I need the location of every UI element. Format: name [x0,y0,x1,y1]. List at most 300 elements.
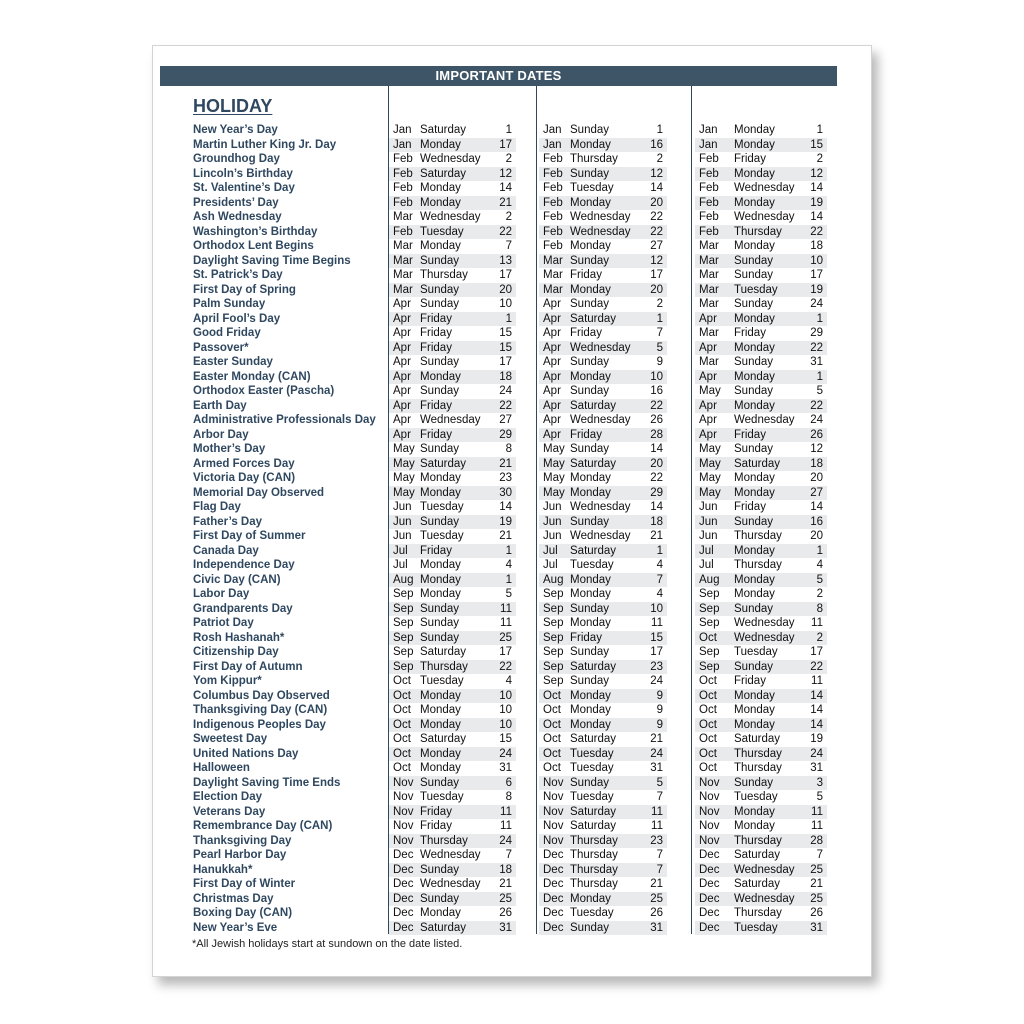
month: Feb [699,182,719,194]
date-cell [539,283,667,298]
weekday: Monday [734,312,775,325]
date-cell [695,863,827,878]
month: Feb [393,182,413,194]
month: Apr [699,370,717,383]
holiday-row [188,210,833,225]
day-number: 14 [810,718,823,731]
holiday-row [188,674,833,689]
date-cell [389,442,516,457]
weekday: Monday [570,704,611,716]
holiday-row [188,761,833,776]
holiday-name: Washington’s Birthday [193,225,318,238]
month: Feb [393,225,413,238]
weekday: Monday [420,573,461,586]
date-cell [389,167,516,182]
date-cell [389,892,516,907]
month: Sep [543,675,564,687]
day-number: 1 [505,124,512,136]
month: May [699,457,721,470]
month: Oct [699,675,717,687]
month: Jul [543,544,558,557]
holiday-row [188,689,833,704]
day-number: 16 [650,385,663,397]
date-cell [389,413,516,428]
date-cell [389,587,516,602]
day-number: 5 [816,385,823,397]
day-number: 17 [499,646,512,658]
date-cell [695,457,827,472]
weekday: Thursday [420,660,468,673]
date-cell [389,384,516,399]
weekday: Sunday [570,515,610,528]
weekday: Sunday [420,356,460,368]
day-number: 17 [810,269,823,281]
date-cell [695,544,827,559]
weekday: Monday [734,399,775,412]
weekday: Monday [734,124,775,136]
weekday: Sunday [734,254,774,267]
month: Jan [543,138,562,151]
day-number: 11 [500,617,512,629]
day-number: 5 [656,776,663,789]
day-number: 4 [505,559,512,571]
date-cell [389,790,516,805]
month: Feb [543,182,563,194]
day-number: 2 [505,211,512,223]
day-number: 11 [811,805,823,818]
weekday: Friday [570,269,602,281]
weekday: Monday [570,196,611,209]
day-number: 10 [499,689,512,702]
month: Apr [393,370,411,383]
month: May [699,486,721,499]
month: Oct [393,762,411,774]
weekday: Tuesday [734,921,778,934]
weekday: Wednesday [734,631,795,644]
month: Jun [543,515,562,528]
day-number: 1 [656,124,663,136]
date-cell [539,457,667,472]
day-number: 15 [499,327,512,339]
month: Oct [543,733,561,745]
day-number: 17 [499,138,512,151]
holiday-row [188,138,833,153]
holiday-row [188,863,833,878]
weekday: Monday [734,704,775,716]
weekday: Thursday [734,530,782,542]
date-cell [389,631,516,646]
day-number: 31 [810,762,823,774]
month: Apr [393,356,411,368]
holiday-name: Martin Luther King Jr. Day [193,138,337,151]
day-number: 17 [650,646,663,658]
holiday-row [188,776,833,791]
holiday-name: Columbus Day Observed [193,689,330,702]
weekday: Saturday [570,399,617,412]
month: May [543,486,565,499]
month: Oct [543,689,561,702]
month: Oct [699,733,717,745]
month: Mar [699,254,719,267]
date-cell [695,848,827,863]
date-cell [695,210,827,225]
month: Apr [543,298,561,310]
date-cell [389,399,516,414]
date-cell [539,689,667,704]
weekday: Sunday [570,675,610,687]
holiday-name: Easter Sunday [193,356,273,368]
date-cell [539,660,667,675]
weekday: Friday [734,428,766,441]
day-number: 11 [651,617,663,629]
holiday-name: First Day of Spring [193,283,296,296]
date-cell [695,703,827,718]
month: Dec [699,921,720,934]
date-cell [695,225,827,240]
date-cell [539,877,667,892]
weekday: Monday [420,907,461,919]
holiday-row [188,834,833,849]
month: Jul [393,544,408,557]
weekday: Monday [420,182,461,194]
month: Sep [393,602,414,615]
date-cell [539,863,667,878]
date-cell [539,790,667,805]
month: Dec [699,863,720,876]
month: Dec [543,921,564,934]
weekday: Sunday [420,515,460,528]
day-number: 9 [656,689,663,702]
weekday: Monday [570,486,611,499]
month: Dec [393,863,414,876]
day-number: 10 [499,718,512,731]
month: Sep [393,588,414,600]
weekday: Saturday [420,167,467,180]
holiday-row [188,906,833,921]
month: Mar [699,327,719,339]
holiday-row [188,645,833,660]
weekday: Monday [734,544,775,557]
holiday-row [188,529,833,544]
weekday: Sunday [420,283,460,296]
day-number: 23 [499,472,512,484]
month: Oct [699,689,717,702]
weekday: Sunday [570,385,610,397]
day-number: 18 [650,515,663,528]
month: Mar [393,269,413,281]
day-number: 22 [650,225,663,238]
date-cell [539,355,667,370]
holiday-name: Canada Day [193,544,259,557]
date-cell [389,341,516,356]
month: Feb [699,196,719,209]
holiday-row [188,152,833,167]
month: Apr [543,341,561,354]
weekday: Wednesday [420,849,481,861]
month: Feb [699,211,719,223]
date-cell [695,138,827,153]
weekday: Sunday [734,385,774,397]
day-number: 25 [650,892,663,905]
holiday-row [188,225,833,240]
weekday: Monday [420,747,461,760]
date-cell [389,863,516,878]
day-number: 21 [499,530,512,542]
day-number: 4 [816,559,823,571]
month: Mar [699,283,719,296]
date-cell [539,529,667,544]
day-number: 20 [650,196,663,209]
month: Feb [543,211,563,223]
holiday-name: Administrative Professionals Day [193,414,376,426]
date-cell [539,834,667,849]
weekday: Tuesday [570,559,614,571]
day-number: 22 [650,211,663,223]
weekday: Thursday [570,849,618,861]
day-number: 14 [810,182,823,194]
date-cell [695,297,827,312]
holiday-row [188,486,833,501]
date-cell [539,413,667,428]
month: Nov [543,791,564,803]
weekday: Wednesday [734,211,795,223]
date-cell [539,819,667,834]
weekday: Monday [420,370,461,383]
month: Sep [699,617,720,629]
day-number: 12 [650,167,663,180]
day-number: 15 [499,733,512,745]
month: Sep [699,602,720,615]
day-number: 12 [810,167,823,180]
weekday: Thursday [734,559,782,571]
holiday-row [188,703,833,718]
date-cell [539,210,667,225]
date-cell [539,558,667,573]
weekday: Friday [734,501,766,513]
date-cell [539,312,667,327]
weekday: Wednesday [420,414,481,426]
date-cell [389,906,516,921]
weekday: Thursday [734,834,782,847]
date-cell [389,225,516,240]
weekday: Sunday [734,298,774,310]
month: Oct [393,747,411,760]
weekday: Tuesday [420,501,464,513]
weekday: Monday [734,240,775,252]
date-cell [389,921,516,936]
date-cell [539,486,667,501]
holiday-row [188,239,833,254]
day-number: 11 [651,820,663,832]
date-cell [695,268,827,283]
holiday-row [188,355,833,370]
weekday: Tuesday [420,675,464,687]
date-cell [539,776,667,791]
weekday: Friday [420,312,452,325]
weekday: Sunday [420,631,460,644]
holiday-name: Mother’s Day [193,443,266,455]
date-cell [539,906,667,921]
day-number: 19 [810,733,823,745]
month: Jan [393,124,412,136]
date-cell [389,602,516,617]
day-number: 1 [816,544,823,557]
holiday-name: Armed Forces Day [193,457,295,470]
date-cell [695,167,827,182]
month: Apr [543,356,561,368]
weekday: Tuesday [570,762,614,774]
month: May [393,486,415,499]
date-cell [539,921,667,936]
month: Apr [393,312,411,325]
day-number: 11 [500,805,512,818]
holiday-name: Thanksgiving Day [193,834,292,847]
holiday-row [188,877,833,892]
weekday: Sunday [734,443,774,455]
day-number: 17 [650,269,663,281]
day-number: 24 [499,747,512,760]
weekday: Saturday [570,457,617,470]
day-number: 10 [810,254,823,267]
day-number: 7 [656,791,663,803]
weekday: Monday [420,486,461,499]
date-cell [695,500,827,515]
month: Oct [393,718,411,731]
weekday: Sunday [734,269,774,281]
month: Oct [543,718,561,731]
day-number: 14 [810,704,823,716]
weekday: Friday [734,675,766,687]
month: Dec [699,849,720,861]
weekday: Sunday [570,254,610,267]
day-number: 29 [499,428,512,441]
month: Sep [543,617,564,629]
month: Sep [543,631,564,644]
month: May [699,385,721,397]
weekday: Wednesday [570,341,631,354]
month: Apr [543,428,561,441]
weekday: Sunday [570,298,610,310]
month: May [543,457,565,470]
date-cell [389,848,516,863]
weekday: Saturday [734,878,781,890]
day-number: 28 [650,428,663,441]
date-cell [695,326,827,341]
day-number: 7 [656,863,663,876]
day-number: 25 [810,892,823,905]
holiday-row [188,471,833,486]
weekday: Monday [570,240,611,252]
weekday: Tuesday [734,283,778,296]
month: Apr [393,298,411,310]
month: Mar [393,254,413,267]
month: Jul [393,559,408,571]
date-cell [695,239,827,254]
date-cell [539,370,667,385]
month: Nov [393,791,414,803]
weekday: Monday [734,472,775,484]
holiday-name: Yom Kippur* [193,675,262,687]
month: Apr [543,399,561,412]
date-cell [695,790,827,805]
date-cell [539,254,667,269]
date-cell [389,312,516,327]
holiday-row [188,631,833,646]
weekday: Thursday [734,747,782,760]
date-cell [389,877,516,892]
date-cell [539,152,667,167]
date-cell [389,138,516,153]
weekday: Saturday [570,805,617,818]
day-number: 20 [810,530,823,542]
day-number: 1 [656,312,663,325]
weekday: Monday [570,573,611,586]
date-cell [695,776,827,791]
month: Dec [699,907,720,919]
month: Jun [393,515,412,528]
weekday: Friday [420,327,452,339]
month: Aug [699,573,720,586]
day-number: 15 [499,341,512,354]
weekday: Wednesday [570,225,631,238]
month: Oct [699,631,717,644]
date-cell [539,515,667,530]
date-cell [389,181,516,196]
day-number: 20 [650,283,663,296]
date-cell [389,297,516,312]
day-number: 14 [810,689,823,702]
month: Feb [393,167,413,180]
day-number: 26 [810,907,823,919]
month: Feb [699,167,719,180]
holiday-table [188,123,833,935]
month: Apr [699,312,717,325]
date-cell [695,631,827,646]
weekday: Saturday [570,820,617,832]
month: Feb [543,225,563,238]
weekday: Friday [734,327,766,339]
day-number: 22 [810,660,823,673]
month: Apr [393,399,411,412]
month: Feb [699,225,719,238]
holiday-row [188,428,833,443]
holiday-name: First Day of Winter [193,878,296,890]
day-number: 2 [816,153,823,165]
date-cell [389,776,516,791]
day-number: 14 [499,501,512,513]
date-cell [389,718,516,733]
date-cell [389,457,516,472]
weekday: Monday [734,718,775,731]
month: Dec [543,907,564,919]
weekday: Sunday [570,167,610,180]
month: Dec [393,878,414,890]
month: Sep [543,646,564,658]
day-number: 10 [499,298,512,310]
date-cell [389,674,516,689]
weekday: Tuesday [734,791,778,803]
holiday-name: Daylight Saving Time Begins [193,254,351,267]
day-number: 31 [499,921,512,934]
month: Oct [543,704,561,716]
date-cell [695,573,827,588]
date-cell [695,718,827,733]
holiday-name: First Day of Autumn [193,660,303,673]
weekday: Wednesday [420,878,481,890]
date-cell [695,413,827,428]
month: Dec [699,878,720,890]
month: Oct [699,747,717,760]
